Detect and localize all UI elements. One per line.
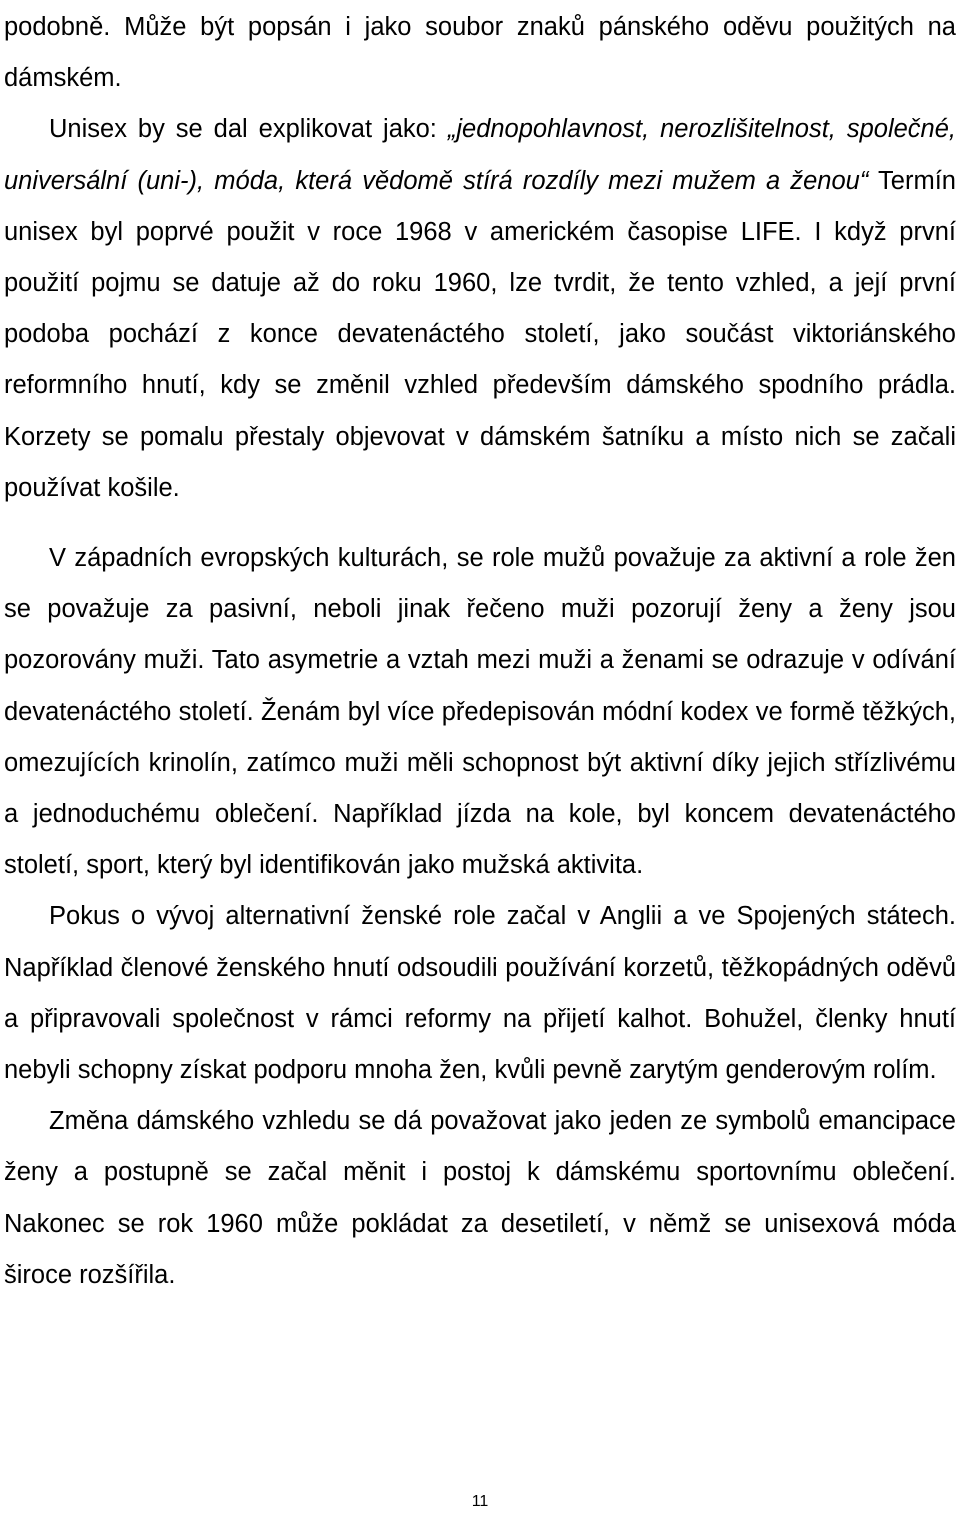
body-text <box>4 2 956 1301</box>
paragraph <box>4 1096 956 1301</box>
text-segment: Změna dámského vzhledu se dá považovat jako jeden ze symbolů emancipace ženy a postupně se začal měnit i postoj k dámskému sportovnímu oblečení. Nakonec se rok 1960 může pokládat za desetiletí, v němž se unisexová móda široce rozšířila. <box>4 1107 956 1289</box>
page-number: 11 <box>471 1493 489 1510</box>
paragraph <box>4 104 956 514</box>
paragraph <box>4 891 956 1096</box>
text-segment: podobně. Může být popsán i jako soubor znaků pánského oděvu použitých na dámském. <box>4 13 956 93</box>
text-segment: V západních evropských kulturách, se role mužů považuje za aktivní a role žen se považuje za pasivní, neboli jinak řečeno muži pozorují ženy a ženy jsou pozorovány muži. Tato asymetrie a vztah mezi muži a ženami se odrazuje v odívání devatenáctého století. Ženám byl více předepisován módní kodex ve formě těžkých, omezujících krinolín, zatímco muži měli schopnost být aktivní díky jejich střízlivému a jednoduchému oblečení. Například jízda na kole, byl koncem devatenáctého století, sport, který byl identifikován jako mužská aktivita. <box>4 544 956 880</box>
text-segment: Unisex by se dal explikovat jako: <box>49 115 448 144</box>
paragraph <box>4 2 956 104</box>
text-segment: Pokus o vývoj alternativní ženské role začal v Anglii a ve Spojených státech. Například členové ženského hnutí odsoudili používání korzetů, těžkopádných oděvů a připravovali společnost v rámci reformy na přijetí kalhot. Bohužel, členky hnutí nebyli schopny získat podporu mnoha žen, kvůli pevně zarytým genderovým rolím. <box>4 902 956 1085</box>
italic-quote: „jednopohlavnost, nerozlišitelnost, společné, universální (uni-), móda, která vědomě stírá rozdíly mezi mužem a ženou“ <box>4 115 956 195</box>
paragraph <box>4 533 956 891</box>
text-segment: Termín unisex byl poprvé použit v roce 1968 v americkém časopise LIFE. I když první použití pojmu se datuje až do roku 1960, lze tvrdit, že tento vzhled, a její první podoba pochází z konce devatenáctého století, jako součást viktoriánského reformního hnutí, kdy se změnil vzhled především dámského spodního prádla. Korzety se pomalu přestaly objevovat v dámském šatníku a místo nich se začali používat košile. <box>4 166 956 502</box>
